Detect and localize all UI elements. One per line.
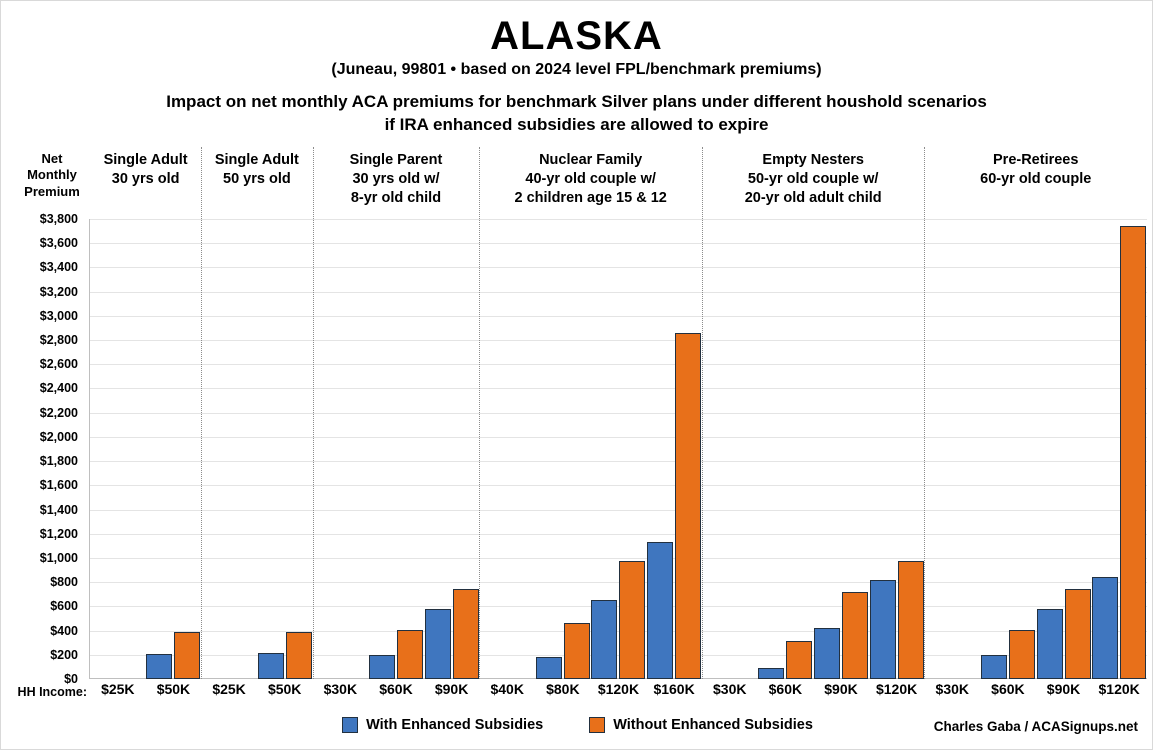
x-axis-tick-label: $30K — [713, 681, 747, 697]
y-axis-tick-label: $3,800 — [39, 212, 78, 226]
bar-with-subsidies — [1037, 609, 1063, 679]
bar-without-subsidies — [1065, 589, 1091, 679]
bar-pair — [479, 219, 535, 679]
x-axis-tick-label: $160K — [653, 681, 695, 697]
y-axis-tick-label: $1,800 — [39, 454, 78, 469]
bar-with-subsidies — [1092, 577, 1118, 679]
chart-group — [479, 152, 702, 697]
bar-pair — [257, 219, 313, 679]
x-axis-tick-label: $60K — [991, 681, 1025, 697]
y-axis-tick-label: $600 — [50, 599, 78, 614]
group-separator — [201, 147, 202, 679]
bar-pair — [313, 219, 369, 679]
x-axis-tick-label: $40K — [490, 681, 524, 697]
y-axis-caption-line-3: Premium — [24, 183, 80, 199]
chart-group-label — [702, 151, 925, 208]
bar-pair — [146, 219, 202, 679]
x-axis-tick-row — [313, 681, 480, 697]
chart-group-label-line: Pre-Retirees — [993, 152, 1079, 168]
bar-with-subsidies — [758, 668, 784, 680]
bar-with-subsidies — [536, 657, 562, 679]
bar-without-subsidies — [1120, 226, 1146, 679]
bar-with-subsidies — [425, 609, 451, 679]
x-axis-tick-label: $30K — [323, 681, 358, 697]
bar-with-subsidies — [258, 653, 284, 679]
bar-without-subsidies — [675, 333, 701, 679]
bar-with-subsidies — [814, 628, 840, 679]
legend-label-without: Without Enhanced Subsidies — [613, 717, 813, 733]
bar-without-subsidies — [619, 561, 645, 679]
bar-without-subsidies — [564, 623, 590, 679]
bar-without-subsidies — [286, 632, 312, 679]
bar-pair — [90, 219, 146, 679]
chart-group-bars — [924, 219, 1147, 679]
x-axis-tick-label: $120K — [597, 681, 640, 697]
group-separator — [313, 147, 314, 679]
x-axis-tick-label: $120K — [875, 681, 918, 697]
bar-pair — [924, 219, 980, 679]
y-axis-tick-label: $200 — [50, 647, 78, 662]
bar-with-subsidies — [146, 654, 172, 679]
title-block — [1, 1, 1152, 137]
chart-group-label-line: Empty Nesters — [762, 152, 864, 168]
chart-group-label — [313, 151, 480, 208]
bar-with-subsidies — [870, 580, 896, 679]
x-axis-tick-label: $80K — [546, 681, 580, 697]
legend-item-with-subsidies — [342, 717, 543, 733]
y-axis-tick-label: $1,600 — [39, 478, 78, 493]
chart-group-bars — [313, 219, 480, 679]
bar-pair — [813, 219, 869, 679]
y-axis-tick-label: $3,600 — [39, 236, 78, 251]
y-axis-tick-label: $2,200 — [39, 405, 78, 420]
y-axis-tick-label: $800 — [50, 575, 78, 590]
y-axis-tick-label: $2,000 — [39, 429, 78, 444]
chart-group-bars — [479, 219, 702, 679]
y-axis-tick-label: $2,800 — [39, 333, 78, 348]
chart-group-label-line: 20-yr old adult child — [744, 189, 882, 206]
bar-pair — [1091, 219, 1147, 679]
y-axis-caption — [19, 151, 85, 200]
legend-swatch-orange — [589, 717, 605, 733]
page-title: ALASKA — [490, 14, 663, 58]
y-axis-tick-label: $2,400 — [39, 381, 78, 396]
x-axis-tick-label: $90K — [1046, 681, 1081, 697]
chart-group-label-line: 30 yrs old w/ — [352, 170, 440, 187]
bar-with-subsidies — [647, 542, 673, 679]
x-axis-tick-label: $25K — [101, 681, 135, 697]
chart-group-label-line: 60-yr old couple — [980, 170, 1092, 187]
chart-group — [702, 152, 925, 697]
chart-group-bars — [201, 219, 312, 679]
page-subtitle: (Juneau, 99801 • based on 2024 level FPL/benchmark premiums) — [331, 61, 822, 78]
bar-pair — [702, 219, 758, 679]
chart-group-label-line: 50-yr old couple w/ — [747, 170, 879, 187]
bar-pair — [368, 219, 424, 679]
x-axis-tick-label: $30K — [935, 681, 970, 697]
x-axis-tick-row — [201, 681, 312, 697]
bar-pair — [980, 219, 1036, 679]
y-axis-tick-label: $1,400 — [39, 502, 78, 517]
chart-group-label-line: 40-yr old couple w/ — [525, 170, 656, 187]
bar-with-subsidies — [981, 655, 1007, 679]
y-axis-caption-line-2: Monthly — [27, 167, 77, 183]
chart-group-label-line: Nuclear Family — [539, 152, 643, 168]
bar-without-subsidies — [397, 630, 423, 679]
y-axis-tick-label: $1,000 — [39, 550, 78, 565]
bar-without-subsidies — [898, 561, 924, 679]
chart-group-label — [90, 151, 201, 189]
x-axis-tick-label: $120K — [1098, 681, 1140, 697]
chart-group-label-line: 50 yrs old — [223, 170, 291, 187]
chart-group — [201, 152, 312, 697]
chart-group-label-line: 2 children age 15 & 12 — [514, 189, 667, 206]
chart-group-label-line: 8-yr old child — [350, 189, 442, 206]
x-axis-tick-label: $50K — [267, 681, 302, 697]
bar-without-subsidies — [842, 592, 868, 679]
legend-swatch-blue — [342, 717, 358, 733]
x-axis-tick-row — [90, 681, 201, 697]
bar-pair — [1036, 219, 1092, 679]
y-axis-tick-label: $400 — [50, 623, 78, 638]
y-axis-tick-label: $3,000 — [39, 308, 78, 323]
description-line-2: if IRA enhanced subsidies are allowed to expire — [384, 114, 769, 134]
y-axis-tick-label: $2,600 — [39, 357, 78, 372]
x-axis-tick-label: $90K — [824, 681, 858, 697]
x-axis-tick-label: $60K — [768, 681, 803, 697]
chart-group — [924, 152, 1147, 697]
y-axis-tick-label: $3,200 — [39, 284, 78, 299]
x-axis-tick-label: $25K — [212, 681, 246, 697]
x-axis-tick-row — [924, 681, 1147, 697]
y-axis-tick-label: $0 — [64, 672, 78, 686]
chart-group-label-line: Single Parent — [349, 152, 443, 168]
bar-pair — [201, 219, 257, 679]
chart-group — [90, 152, 201, 697]
bar-without-subsidies — [1009, 630, 1035, 679]
group-separator — [702, 147, 703, 679]
x-axis-tick-label: $60K — [379, 681, 413, 697]
chart-group-bars — [702, 219, 925, 679]
description-line-1: Impact on net monthly ACA premiums for benchmark Silver plans under different houshold scenarios — [166, 92, 987, 111]
bar-without-subsidies — [453, 589, 479, 679]
chart-group-label — [479, 151, 702, 208]
x-axis-tick-row — [702, 681, 925, 697]
chart-group-label-line: 30 yrs old — [111, 170, 180, 187]
bar-pair — [535, 219, 591, 679]
group-separator — [479, 147, 480, 679]
legend-item-without-subsidies — [589, 717, 813, 733]
bar-with-subsidies — [369, 655, 395, 679]
chart-group — [313, 152, 480, 697]
description-text — [1, 91, 1152, 137]
group-separator — [924, 147, 925, 679]
bar-without-subsidies — [174, 632, 200, 679]
bar-pair — [646, 219, 702, 679]
y-axis-tick-label: $1,200 — [39, 526, 78, 541]
x-axis-tick-row — [479, 681, 702, 697]
chart-group-label — [201, 151, 312, 189]
bar-pair — [424, 219, 480, 679]
chart-groups — [90, 152, 1147, 697]
x-axis-tick-label: $90K — [434, 681, 469, 697]
bar-without-subsidies — [786, 641, 812, 679]
chart-group-bars — [90, 219, 201, 679]
chart-group-label-line: Single Adult — [214, 152, 299, 168]
x-axis-caption: HH Income: — [17, 685, 87, 699]
chart-group-label-line: Single Adult — [103, 152, 188, 168]
y-axis-caption-line-1: Net — [41, 151, 63, 166]
legend-label-with: With Enhanced Subsidies — [366, 717, 544, 733]
y-axis-tick-label: $3,400 — [39, 260, 78, 275]
x-axis-tick-label: $50K — [156, 681, 191, 697]
bar-pair — [869, 219, 925, 679]
chart-group-label — [924, 151, 1147, 189]
credit-text: Charles Gaba / ACASignups.net — [933, 719, 1138, 734]
bar-pair — [758, 219, 814, 679]
bar-with-subsidies — [591, 600, 617, 679]
bar-pair — [591, 219, 647, 679]
